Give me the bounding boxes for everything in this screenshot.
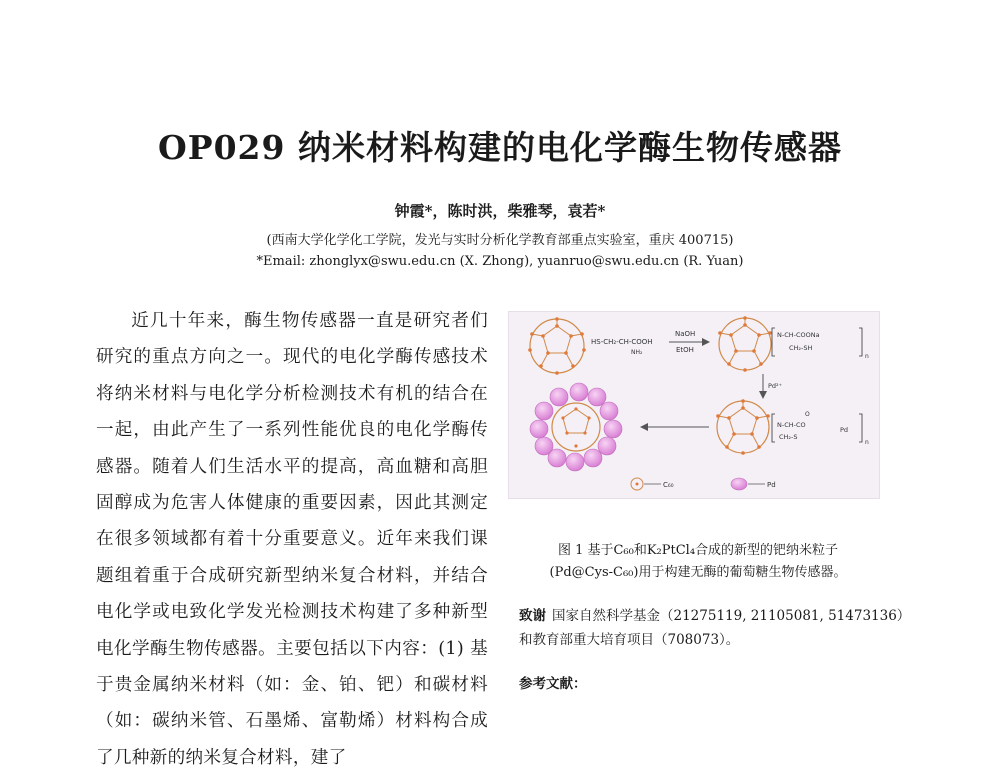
reagent-label: HS-CH₂-CH-COOH: [591, 338, 653, 346]
paper-title: OP029 纳米材料构建的电化学酶生物传感器: [158, 128, 842, 167]
legend-pd-label: Pd: [767, 481, 776, 489]
product2-pd-label: Pd: [840, 426, 849, 434]
product2-top-label: N-CH-CO: [777, 421, 806, 429]
caption-line-1: 图 1 基于C₆₀和K₂PtCl₄合成的新型的钯纳米粒子: [557, 543, 839, 558]
caption-line-2: (Pd@Cys-C₆₀)用于构建无酶的葡萄糖生物传感器。: [549, 565, 847, 580]
body-paragraph: 近几十年来，酶生物传感器一直是研究者们研究的重点方向之一。现代的电化学酶传感技术将纳米材料与电化学分析检测技术有机的结合在一起，由此产生了一系列性能优良的电化学酶传感器。随着人们生活水平的提高，高血糖和高胆固醇成为危害人体健康的重要因素，因此其测定在很多领域都有着十分重要意义。近年来我们课题组着重于合成研究新型纳米复合材料，并结合电化学或电致化学发光检测技术构建了多种新型电化学酶生物传感器。主要包括以下内容：(1) 基于贵金属纳米材料（如：金、铂、钯）和碳材料（如：碳纳米管、石墨烯、富勒烯）材料构合成了几种新的纳米复合材料，建了: [96, 311, 488, 768]
carbonyl-o-label: O: [805, 411, 810, 418]
author-list: 钟霞*，陈时洪，柴雅琴，袁若*: [394, 202, 606, 220]
references-heading: 参考文献：: [519, 676, 587, 692]
acknowledgement: [519, 604, 919, 652]
legend-c60-label: C₆₀: [663, 481, 674, 489]
repeat-n2-label: n: [865, 439, 869, 446]
pd-reagent-label: Pd²⁺: [768, 382, 783, 390]
repeat-n-label: n: [865, 353, 869, 360]
product2-bottom-label: CH₂-S: [779, 433, 798, 441]
product-bottom-label: CH₂-SH: [789, 344, 813, 352]
naoh-label: NaOH: [675, 330, 696, 338]
contact-email: *Email: zhonglyx@swu.edu.cn (X. Zhong), yuanruo@swu.edu.cn (R. Yuan): [256, 254, 744, 269]
pd-c60-assembly-icon: [530, 383, 622, 471]
etoh-label: EtOH: [676, 346, 694, 354]
figure-legend: [631, 478, 776, 490]
synthesis-scheme: [509, 312, 881, 500]
ack-label: 致谢: [519, 608, 546, 624]
reagent-sub-label: NH₂: [631, 349, 643, 356]
body-column: [96, 303, 488, 768]
c60-molecule-icon: [528, 317, 586, 375]
figure-1: [508, 311, 880, 499]
c60-molecule-icon: [718, 316, 772, 372]
c60-molecule-icon: [716, 399, 770, 455]
product-top-label: N-CH-COONa: [777, 331, 820, 339]
affiliation: (西南大学化学化工学院，发光与实时分析化学教育部重点实验室，重庆 400715): [266, 233, 734, 248]
ack-text: 国家自然科学基金（21275119, 21105081, 51473136）和教育部重大培育项目（708073）。: [519, 608, 911, 648]
figure-caption: [512, 540, 884, 584]
